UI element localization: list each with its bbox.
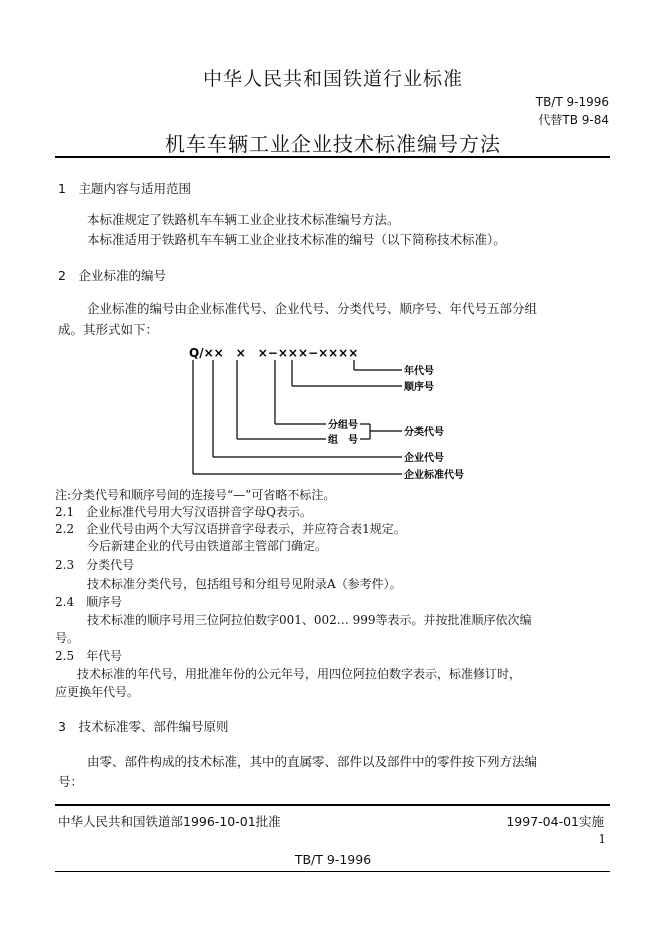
clause-2-1: 2.1 企业标准代号用大写汉语拼音字母Q表示。	[55, 505, 312, 519]
clause-2-5-text-line-2: 应更换年代号。	[55, 685, 140, 699]
footer-standard-code: TB/T 9-1996	[294, 852, 372, 867]
clause-2-5-heading: 2.5 年代号	[55, 649, 123, 663]
replaces-code: 代替TB 9-84	[538, 113, 609, 127]
page-number: 1	[598, 832, 606, 846]
label-subgroup-number: 分组号	[328, 420, 358, 431]
section-1-paragraph-1: 本标准规定了铁路机车车辆工业企业技术标准编号方法。	[87, 212, 400, 227]
label-company-code: 企业代号	[404, 453, 444, 464]
section-2-paragraph-line-2: 成。其形式如下：	[58, 322, 159, 337]
implementation-date: 1997-04-01实施	[506, 814, 604, 829]
clause-2-2: 2.2 企业代号由两个大写汉语拼音字母表示，并应符合表1规定。	[55, 522, 406, 536]
section-1-heading: 1 主题内容与适用范围	[58, 181, 191, 196]
section-2-paragraph-line-1: 企业标准的编号由企业标准代号、企业代号、分类代号、顺序号、年代号五部分组	[87, 301, 538, 316]
clause-2-3-text: 技术标准分类代号，包括组号和分组号见附录A（参考件）。	[87, 577, 402, 591]
section-3-paragraph-line-2: 号：	[58, 774, 84, 789]
code-pattern: Q/×× × ×−×××−××××	[189, 346, 359, 360]
label-classification-code: 分类代号	[404, 427, 444, 438]
section-3-paragraph-line-1: 由零、部件构成的技术标准，其中的直属零、部件以及部件中的零件按下列方法编	[87, 754, 538, 769]
standard-code: TB/T 9-1996	[535, 95, 609, 109]
label-group-number: 组 号	[328, 435, 358, 446]
clause-2-4-text-line-2: 号。	[55, 631, 80, 645]
clause-2-4-heading: 2.4 顺序号	[55, 595, 123, 609]
label-sequence-number: 顺序号	[404, 382, 434, 393]
footer-rule	[55, 804, 610, 806]
label-year-code: 年代号	[404, 366, 434, 377]
footer-bottom-rule	[55, 871, 610, 872]
document-title: 机车车辆工业企业技术标准编号方法	[165, 132, 501, 156]
clause-2-3-heading: 2.3 分类代号	[55, 558, 135, 572]
label-enterprise-standard-code: 企业标准代号	[404, 470, 464, 481]
clause-2-2-continued: 今后新建企业的代号由铁道部主管部门确定。	[87, 539, 328, 553]
section-3-heading: 3 技术标准零、部件编号原则	[58, 719, 229, 734]
approval-statement: 中华人民共和国铁道部1996-10-01批准	[58, 814, 281, 829]
org-title: 中华人民共和国铁道行业标准	[202, 68, 463, 90]
note-hyphen: 注:分类代号和顺序号间的连接号“—”可省略不标注。	[55, 488, 336, 502]
section-1-paragraph-2: 本标准适用于铁路机车车辆工业企业技术标准的编号（以下简称技术标准）。	[87, 232, 506, 247]
section-2-heading: 2 企业标准的编号	[58, 268, 166, 283]
clause-2-4-text-line-1: 技术标准的顺序号用三位阿拉伯数字001、002… 999等表示。并按批准顺序依次编	[87, 613, 532, 627]
clause-2-5-text-line-1: 技术标准的年代号，用批准年份的公元年号，用四位阿拉伯数字表示，标准修订时，	[77, 667, 522, 681]
